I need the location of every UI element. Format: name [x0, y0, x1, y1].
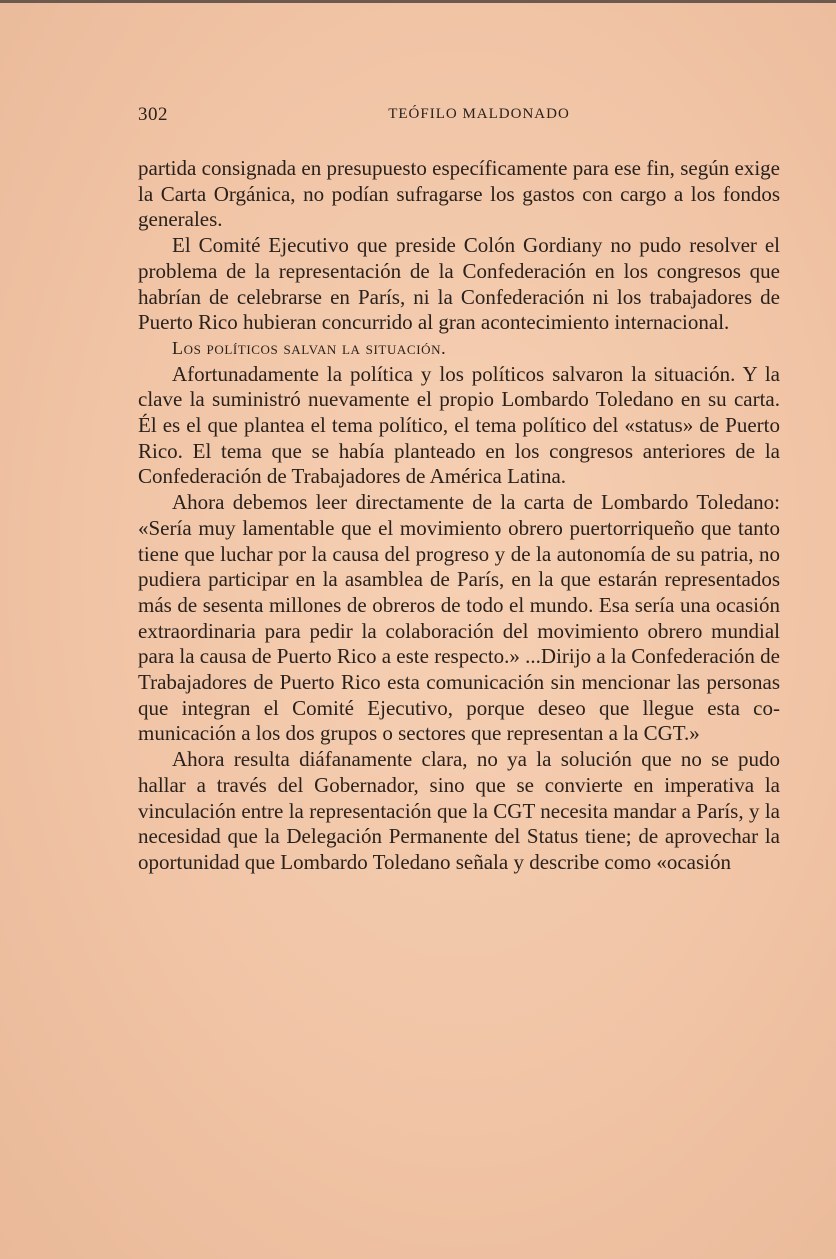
running-head: TEÓFILO MALDONADO — [388, 106, 570, 122]
page-top-edge — [0, 0, 836, 3]
paragraph-3: Afortunadamente la política y los políticos salvaron la situación. Y la clave la suministró nuevamente el propio Lombardo Toledano en su carta. Él es el que plantea el tema político, el tema político del «status» de Puerto Rico. El tema que se había planteado en los congresos anteriores de la Confederación de Trabajadores de América Latina. — [138, 361, 780, 489]
paragraph-5: Ahora resulta diáfanamente clara, no ya la solución que no se pudo hallar a través del Gobernador, sino que se convierte en imperativa la vinculación entre la representación que la CGT necesita mandar a París, y la necesidad que la Delegación Permanente del Status tiene; de aprovechar la oportunidad que Lombardo Toledano señala y describe como «ocasión — [138, 747, 780, 874]
paragraph-4: Ahora debemos leer directamente de la carta de Lombardo Toledano: «Sería muy lamentable que el movimiento obrero puertorriqueño que tanto tiene que luchar por la causa del progreso y de la autonomía de su patria, no pudiera participar en la asamblea de París, en la que estarán representados más de sesenta millones de obreros de todo el mundo. Esa sería una ocasión extraordinaria para pedir la colaboración del movimiento obrero mundial para la causa de Puerto Rico a este respecto.» ...Dirijo a la Confederación de Trabajadores de Puerto Rico esta comunicación sin mencionar las personas que integran el Comité Ejecutivo, porque deseo que llegue esta comunicación a los dos grupos o sectores que representan a la CGT.» — [138, 490, 780, 746]
page-header — [138, 104, 780, 134]
body-text — [138, 156, 780, 876]
paragraph-2: El Comité Ejecutivo que preside Colón Gordiany no pudo resolver el problema de la representación de la Confederación en los congresos que habrían de celebrarse en París, ni la Confederación ni los trabajadores de Puerto Rico hubieran concurrido al gran acontecimiento internacional. — [138, 233, 780, 335]
section-heading: Los políticos salvan la situación. — [172, 337, 447, 358]
paragraph-1: partida consignada en presupuesto específicamente para ese fin, según exige la Carta Orgánica, no podían sufragarse los gastos con cargo a los fondos generales. — [138, 156, 780, 232]
page-number: 302 — [138, 104, 168, 125]
